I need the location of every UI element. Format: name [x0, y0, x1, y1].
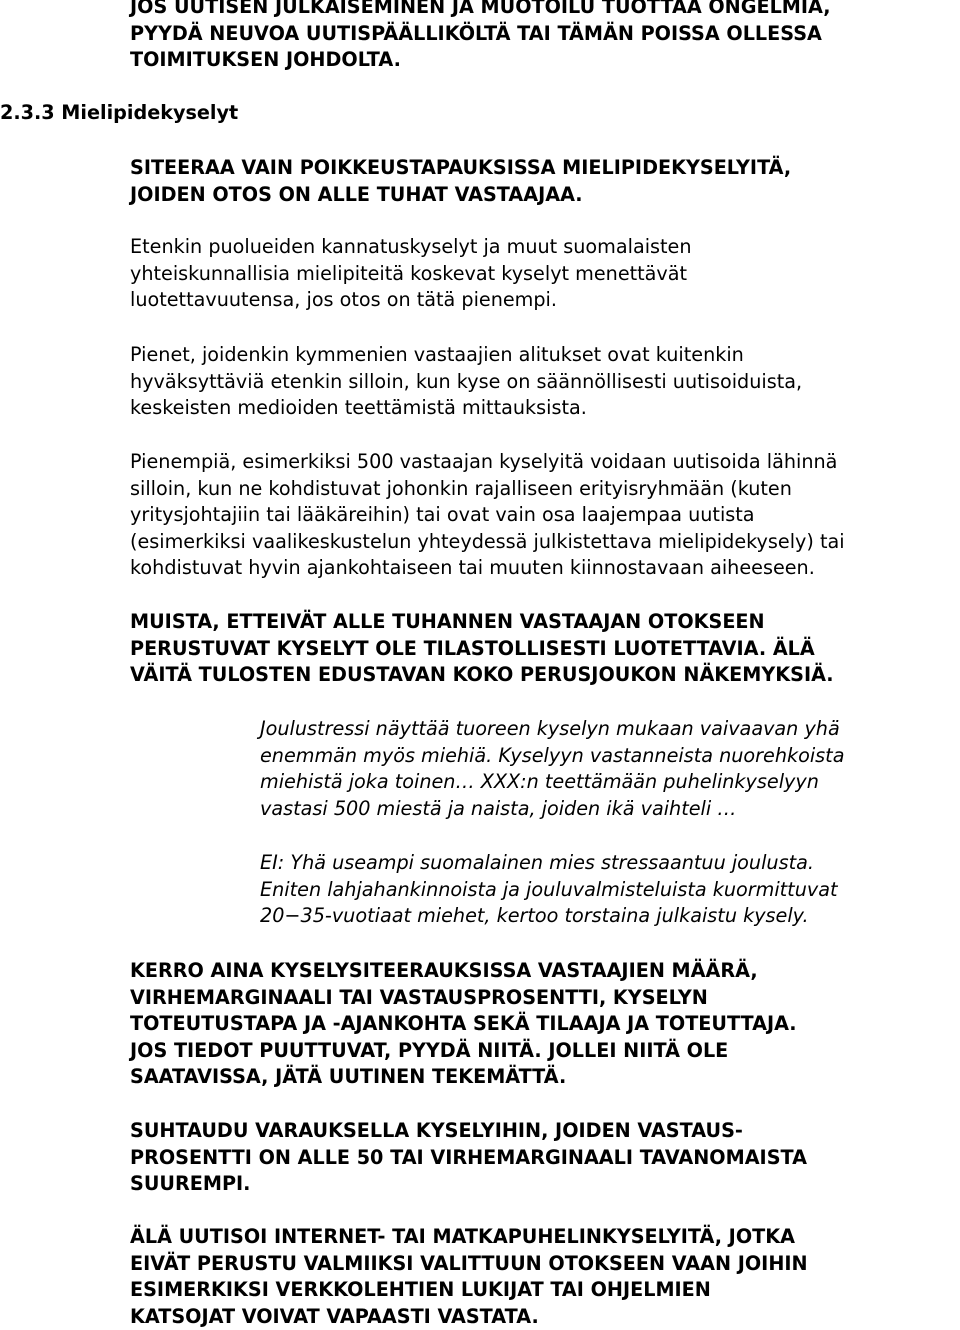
top-notice-line: TOIMITUKSEN JOHDOLTA. — [130, 47, 952, 74]
rule-line: MUISTA, ETTEIVÄT ALLE TUHANNEN VASTAAJAN OTOKSEEN — [130, 609, 952, 636]
paragraph-party-polls — [130, 234, 952, 314]
example-line: Eniten lahjahankinnoista ja jouluvalmisteluista kuormittuvat — [260, 877, 952, 904]
rule-line: ESIMERKIKSI VERKKOLEHTIEN LUKIJAT TAI OHJELMIEN — [130, 1277, 952, 1304]
paragraph-line: yritysjohtajiin tai lääkäreihin) tai ovat vain osa laajempaa uutista — [130, 502, 952, 529]
rule-line: VÄITÄ TULOSTEN EDUSTAVAN KOKO PERUSJOUKON NÄKEMYKSIÄ. — [130, 662, 952, 689]
example-line: enemmän myös miehiä. Kyselyyn vastanneista nuorehkoista — [260, 743, 952, 770]
rule-line: ÄLÄ UUTISOI INTERNET- TAI MATKAPUHELINKYSELYITÄ, JOTKA — [130, 1224, 952, 1251]
top-notice — [130, 0, 952, 74]
top-notice-line: PYYDÄ NEUVOA UUTISPÄÄLLIKÖLTÄ TAI TÄMÄN POISSA OLLESSA — [130, 21, 952, 48]
paragraph-line: (esimerkiksi vaalikeskustelun yhteydessä julkistettava mielipidekysely) tai — [130, 529, 952, 556]
paragraph-small-shortfalls — [130, 342, 952, 422]
paragraph-line: keskeisten medioiden teettämistä mittauksista. — [130, 395, 952, 422]
rule-sample-size — [130, 155, 952, 208]
rule-line: JOS TIEDOT PUUTTUVAT, PYYDÄ NIITÄ. JOLLEI NIITÄ OLE — [130, 1038, 952, 1065]
example-line: 20−35-vuotiaat miehet, kertoo torstaina julkaistu kysely. — [260, 903, 952, 930]
rule-online-polls — [130, 1224, 952, 1330]
rule-statistical-reliability — [130, 609, 952, 689]
rule-line: SUHTAUDU VARAUKSELLA KYSELYIHIN, JOIDEN VASTAUS- — [130, 1118, 952, 1145]
rule-line: SITEERAA VAIN POIKKEUSTAPAUKSISSA MIELIPIDEKYSELYITÄ, — [130, 155, 952, 182]
rule-response-rate — [130, 1118, 952, 1198]
paragraph-line: Pienempiä, esimerkiksi 500 vastaajan kyselyitä voidaan uutisoida lähinnä — [130, 449, 952, 476]
paragraph-smaller-polls — [130, 449, 952, 582]
rule-line: JOIDEN OTOS ON ALLE TUHAT VASTAAJAA. — [130, 182, 952, 209]
example-bad — [260, 716, 952, 822]
section-heading: 2.3.3 Mielipidekyselyt — [0, 100, 238, 127]
paragraph-line: hyväksyttäviä etenkin silloin, kun kyse on säännöllisesti uutisoiduista, — [130, 369, 952, 396]
rule-line: TOTEUTUSTAPA JA -AJANKOHTA SEKÄ TILAAJA JA TOTEUTTAJA. — [130, 1011, 952, 1038]
example-line: Joulustressi näyttää tuoreen kyselyn mukaan vaivaavan yhä — [260, 716, 952, 743]
rule-line: PROSENTTI ON ALLE 50 TAI VIRHEMARGINAALI TAVANOMAISTA — [130, 1145, 952, 1172]
example-line: EI: Yhä useampi suomalainen mies stressaantuu joulusta. — [260, 850, 952, 877]
paragraph-line: yhteiskunnallisia mielipiteitä koskevat kyselyt menettävät — [130, 261, 952, 288]
example-line: miehistä joka toinen… XXX:n teettämään puhelinkyselyyn — [260, 769, 952, 796]
rule-line: KATSOJAT VOIVAT VAPAASTI VASTATA. — [130, 1304, 952, 1330]
paragraph-line: silloin, kun ne kohdistuvat johonkin rajalliseen erityisryhmään (kuten — [130, 476, 952, 503]
rule-line: EIVÄT PERUSTU VALMIIKSI VALITTUUN OTOKSEEN VAAN JOIHIN — [130, 1251, 952, 1278]
example-line: vastasi 500 miestä ja naista, joiden ikä vaihteli … — [260, 796, 952, 823]
paragraph-line: Etenkin puolueiden kannatuskyselyt ja muut suomalaisten — [130, 234, 952, 261]
rule-line: VIRHEMARGINAALI TAI VASTAUSPROSENTTI, KYSELYN — [130, 985, 952, 1012]
rule-line: SAATAVISSA, JÄTÄ UUTINEN TEKEMÄTTÄ. — [130, 1064, 952, 1091]
paragraph-line: luotettavuutensa, jos otos on tätä pienempi. — [130, 287, 952, 314]
paragraph-line: Pienet, joidenkin kymmenien vastaajien alitukset ovat kuitenkin — [130, 342, 952, 369]
rule-line: SUUREMPI. — [130, 1171, 952, 1198]
paragraph-line: kohdistuvat hyvin ajankohtaiseen tai muuten kiinnostavaan aiheeseen. — [130, 555, 952, 582]
rule-report-details — [130, 958, 952, 1091]
rule-line: KERRO AINA KYSELYSITEERAUKSISSA VASTAAJIEN MÄÄRÄ, — [130, 958, 952, 985]
example-good — [260, 850, 952, 930]
top-notice-line: JOS UUTISEN JULKAISEMINEN JA MUOTOILU TUOTTAA ONGELMIA, — [130, 0, 952, 21]
rule-line: PERUSTUVAT KYSELYT OLE TILASTOLLISESTI LUOTETTAVIA. ÄLÄ — [130, 636, 952, 663]
